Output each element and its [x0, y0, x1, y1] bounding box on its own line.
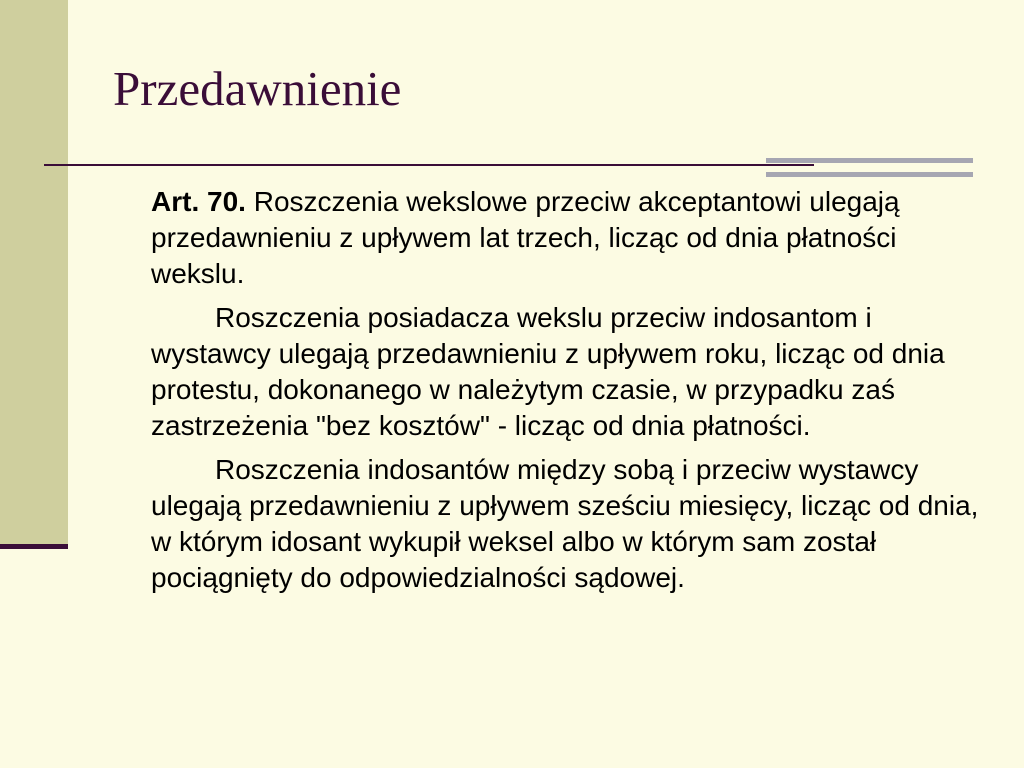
paragraph-1-text: Roszczenia wekslowe przeciw akceptantowi ulegają przedawnieniu z upływem lat trzech, licząc od dnia płatności wekslu.: [151, 186, 900, 289]
slide-title: Przedawnienie: [113, 61, 402, 116]
divider-stripes: [766, 158, 973, 178]
sidebar-accent-line: [0, 544, 68, 549]
slide-body: [151, 184, 981, 596]
paragraph-1: [151, 184, 981, 292]
article-label: Art. 70.: [151, 186, 246, 217]
paragraph-2-text: Roszczenia posiadacza wekslu przeciw indosantom i wystawcy ulegają przedawnieniu z upływem roku, licząc od dnia protestu, dokonanego w należytym czasie, w przypadku zaś zastrzeżenia "bez kosztów" - licząc od dnia płatności.: [151, 302, 945, 441]
title-divider: [44, 164, 814, 166]
sidebar-decoration: [0, 0, 68, 545]
paragraph-3: [151, 452, 981, 596]
paragraph-2: [151, 300, 981, 444]
paragraph-3-text: Roszczenia indosantów między sobą i przeciw wystawcy ulegają przedawnieniu z upływem sześciu miesięcy, licząc od dnia, w którym idosant wykupił weksel albo w którym sam został pociągnięty do odpowiedzialności sądowej.: [151, 454, 979, 593]
